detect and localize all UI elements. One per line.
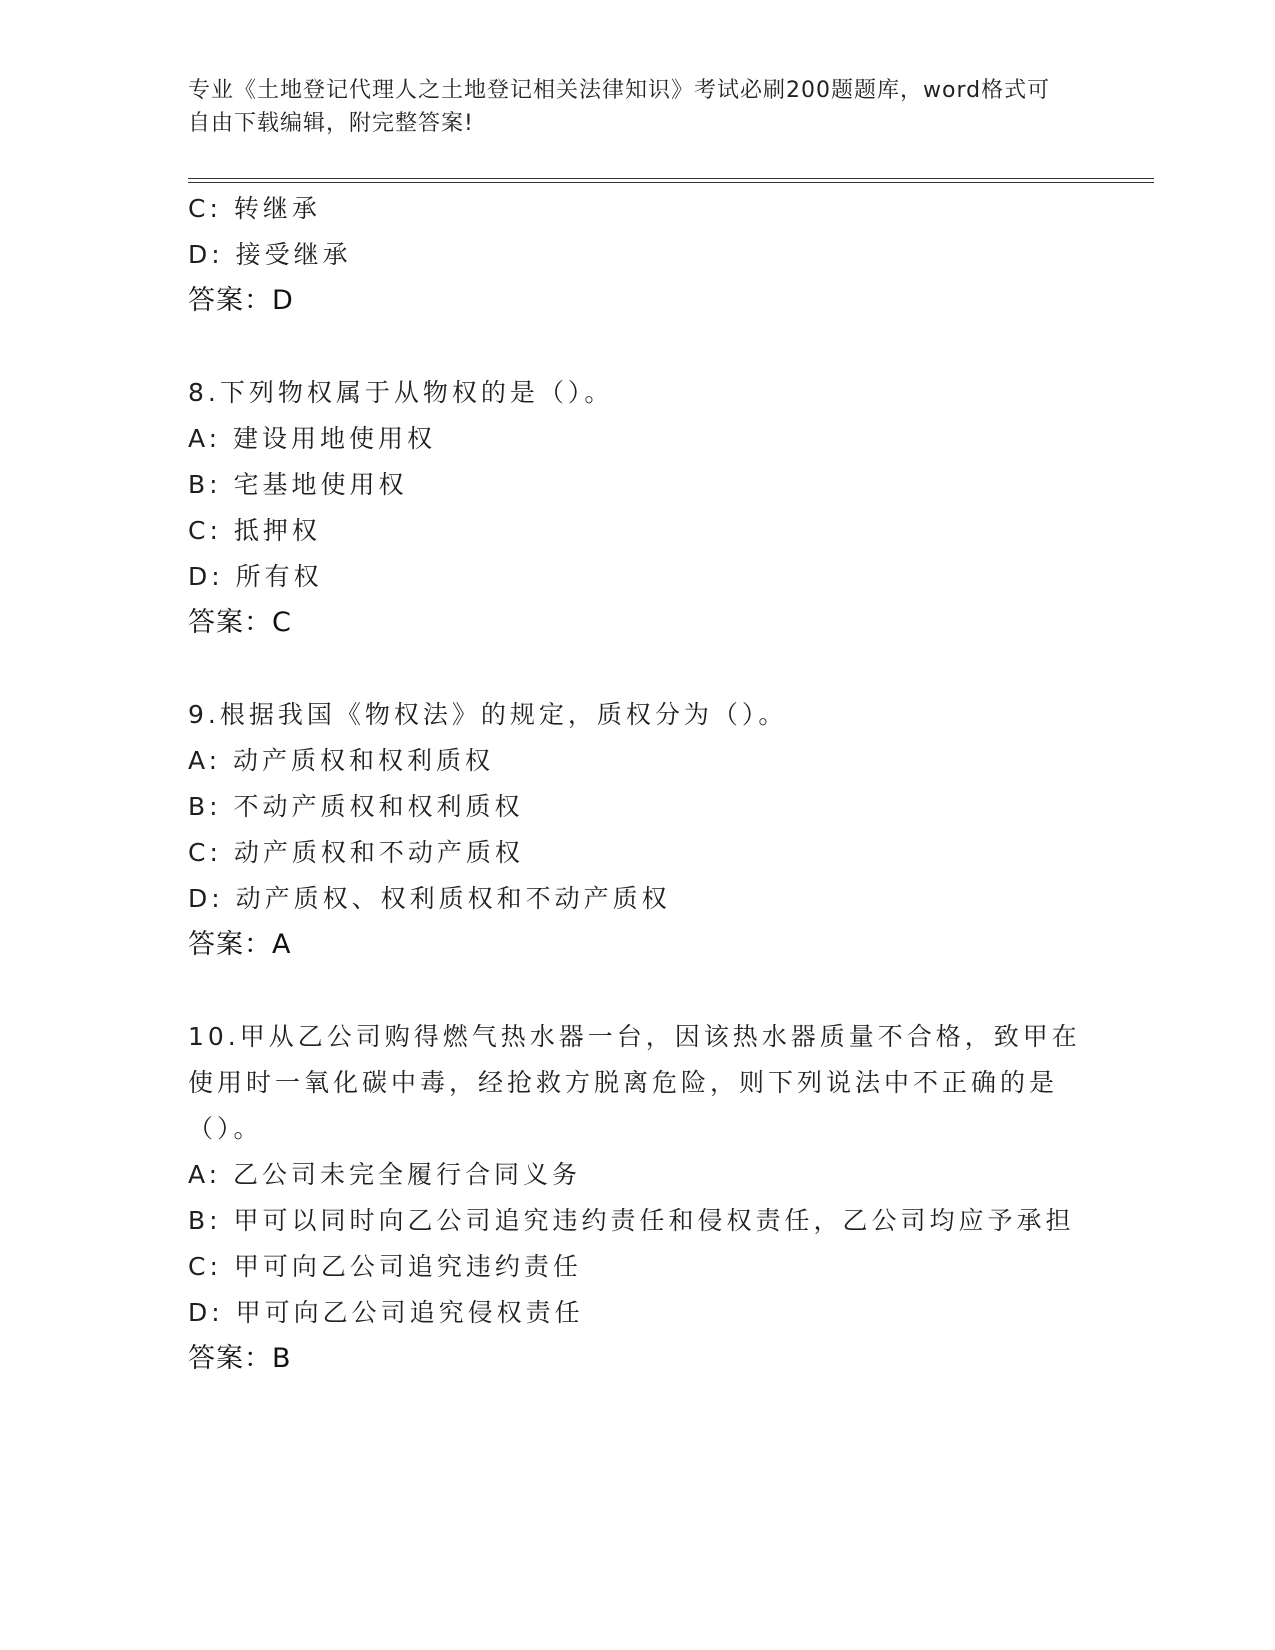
option-c: C: 转继承: [188, 194, 321, 223]
option-c: C: 抵押权: [188, 516, 321, 545]
option-b: B: 宅基地使用权: [188, 470, 408, 499]
option-d: D: 所有权: [188, 562, 323, 591]
question-9: [188, 692, 1088, 968]
question-stem: 8.下列物权属于从物权的是（）。: [188, 378, 614, 407]
question-stem: 9.根据我国《物权法》的规定，质权分为（）。: [188, 700, 788, 729]
answer-line: 答案：B: [188, 1343, 292, 1374]
option-d: D: 甲可向乙公司追究侵权责任: [188, 1298, 584, 1327]
document-header: 专业《土地登记代理人之土地登记相关法律知识》考试必刷200题题库，word格式可自由下载编辑，附完整答案!: [188, 78, 1051, 136]
option-c: C: 甲可向乙公司追究违约责任: [188, 1252, 582, 1281]
option-c: C: 动产质权和不动产质权: [188, 838, 524, 867]
option-d: D: 接受继承: [188, 240, 352, 269]
answer-line: 答案：A: [188, 929, 292, 960]
option-d: D: 动产质权、权利质权和不动产质权: [188, 884, 671, 913]
option-a: A: 建设用地使用权: [188, 424, 437, 453]
question-10: [188, 1014, 1088, 1382]
answer-line: 答案：C: [188, 607, 292, 638]
question-stem: 10.甲从乙公司购得燃气热水器一台，因该热水器质量不合格，致甲在使用时一氧化碳中毒，经抢救方脱离危险，则下列说法中不正确的是（）。: [188, 1022, 1081, 1143]
document-body: [188, 186, 1088, 1382]
header-rule-top: [188, 178, 1154, 179]
header-rule-bottom: [188, 182, 1154, 183]
question-8: [188, 370, 1088, 646]
option-b: B: 甲可以同时向乙公司追究违约责任和侵权责任，乙公司均应予承担: [188, 1206, 1075, 1235]
option-a: A: 乙公司未完全履行合同义务: [188, 1160, 582, 1189]
option-a: A: 动产质权和权利质权: [188, 746, 495, 775]
option-b: B: 不动产质权和权利质权: [188, 792, 524, 821]
answer-line: 答案：D: [188, 285, 294, 316]
prev-question-options: [188, 186, 1088, 278]
